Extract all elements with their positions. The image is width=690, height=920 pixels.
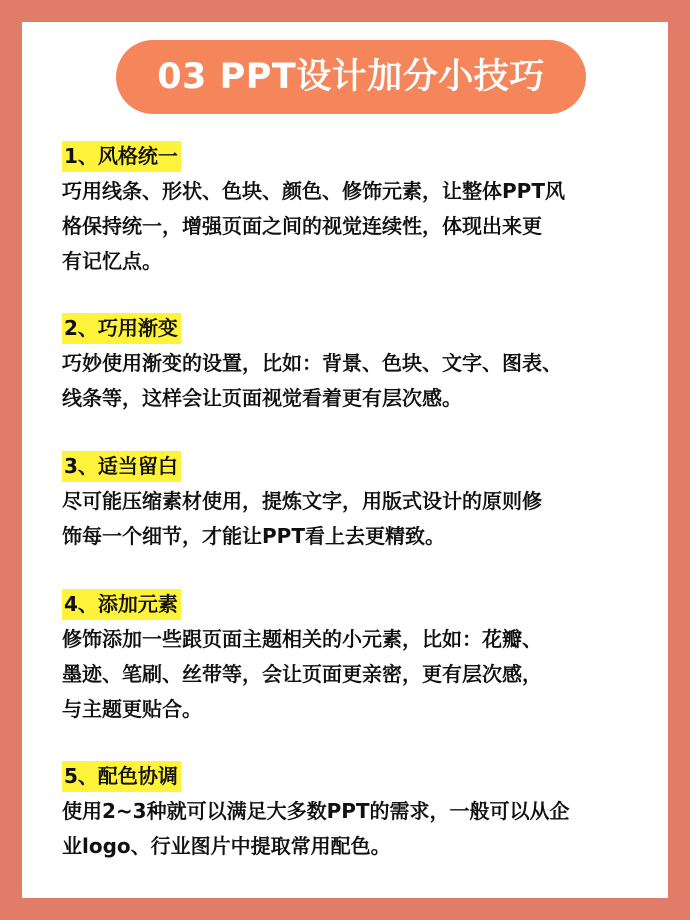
section-whitespace	[62, 451, 642, 554]
section-line: 线条等，这样会让页面视觉看着更有层次感。	[62, 386, 462, 410]
section-heading: 2、巧用渐变	[62, 313, 181, 344]
section-body	[62, 346, 642, 416]
section-body	[62, 174, 642, 279]
section-gradient	[62, 313, 642, 416]
section-heading: 3、适当留白	[62, 451, 181, 482]
section-add-elements	[62, 589, 642, 727]
section-line: 修饰添加一些跟页面主题相关的小元素，比如：花瓣、	[62, 627, 542, 651]
section-body	[62, 484, 642, 554]
page-title: 03 PPT设计加分小技巧	[116, 40, 586, 114]
section-heading: 4、添加元素	[62, 589, 181, 620]
section-body	[62, 794, 642, 864]
section-line: 业logo、行业图片中提取常用配色。	[62, 834, 391, 858]
section-heading: 1、风格统一	[62, 141, 181, 172]
section-line: 使用2~3种就可以满足大多数PPT的需求，一般可以从企	[62, 799, 570, 823]
section-style-unity	[62, 141, 642, 279]
section-line: 格保持统一，增强页面之间的视觉连续性，体现出来更	[62, 214, 542, 238]
section-body	[62, 622, 642, 727]
section-line: 巧妙使用渐变的设置，比如：背景、色块、文字、图表、	[62, 351, 562, 375]
section-line: 巧用线条、形状、色块、颜色、修饰元素，让整体PPT风	[62, 179, 565, 203]
section-line: 饰每一个细节，才能让PPT看上去更精致。	[62, 524, 445, 548]
section-heading: 5、配色协调	[62, 761, 181, 792]
section-line: 尽可能压缩素材使用，提炼文字，用版式设计的原则修	[62, 489, 542, 513]
section-line: 有记忆点。	[62, 249, 162, 273]
section-color-harmony	[62, 761, 642, 864]
section-line: 与主题更贴合。	[62, 697, 202, 721]
section-line: 墨迹、笔刷、丝带等，会让页面更亲密，更有层次感，	[62, 662, 542, 686]
